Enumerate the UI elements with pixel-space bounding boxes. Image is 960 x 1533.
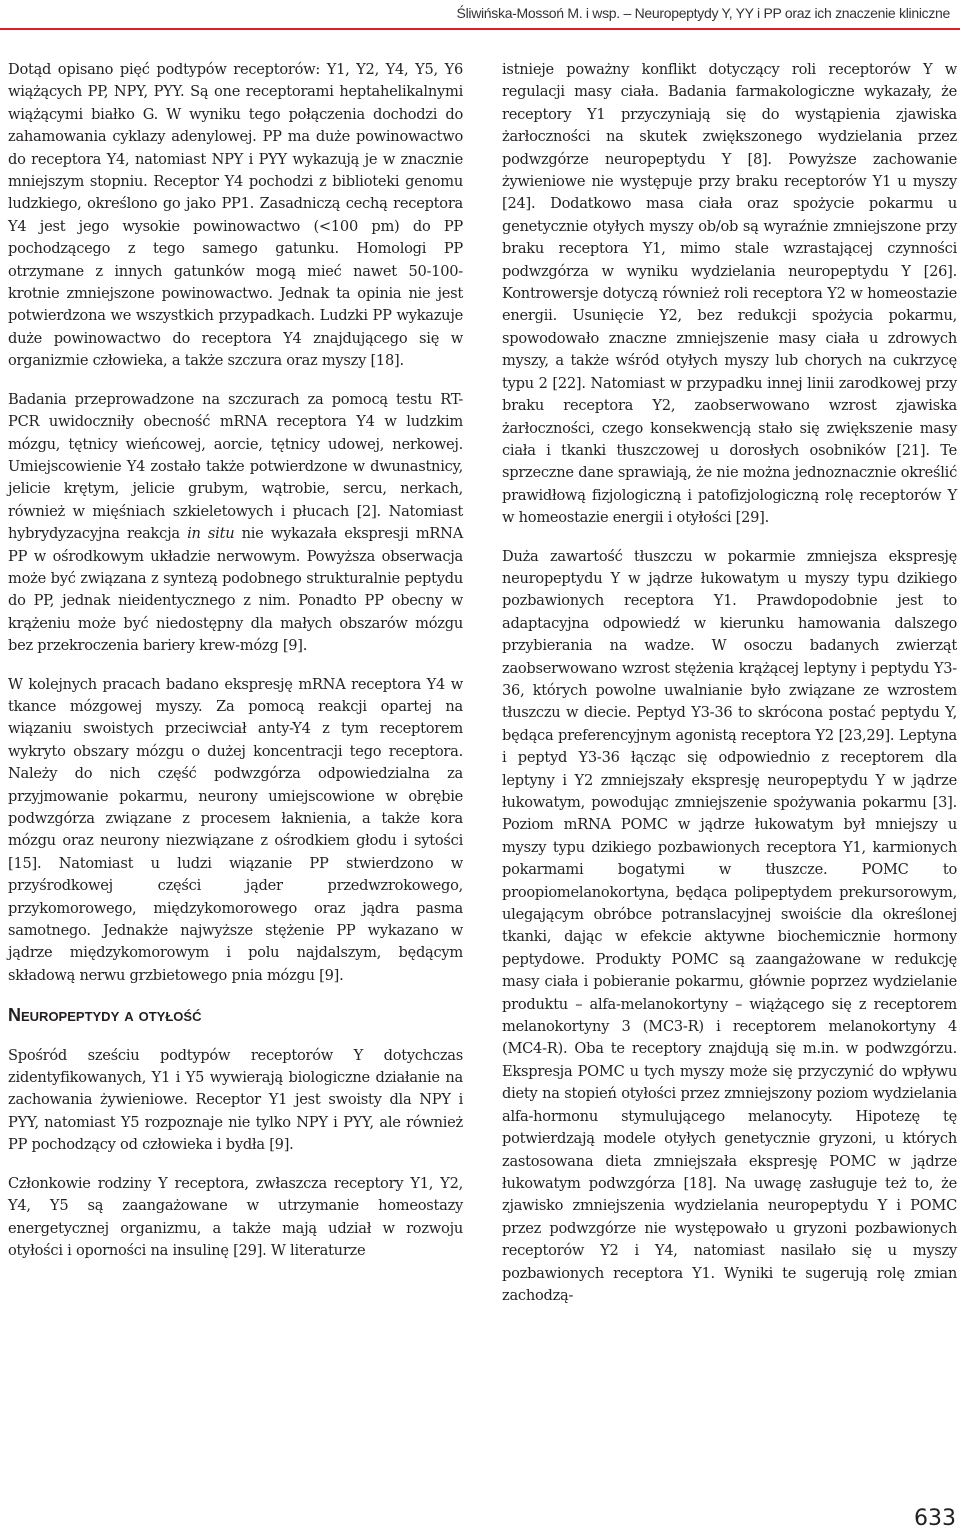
paragraph-y1-y5-receptors: Spośród sześciu podtypów receptorów Y dotychczas zidentyfikowanych, Y1 i Y5 wywierają biologiczne działanie na zachowania żywieniowe. Receptor Y1 jest swoisty dla NPY i PYY, natomiast Y5 rozpoznaje nie tylko NPY i PYY, ale również PP pochodzący od człowieka i bydła [9]. (8, 1046, 463, 1154)
running-header (0, 0, 960, 44)
paragraph-rt-pcr-studies (8, 389, 463, 658)
right-column (502, 59, 957, 1323)
header-authors: Śliwińska-Mossoń M. i wsp. (456, 5, 620, 21)
page-number: 633 (914, 1506, 956, 1531)
running-header-text (457, 5, 950, 21)
paragraph-rt-pcr-text-b: nie wykazała ekspresji mRNA PP w ośrodkowym układzie nerwowym. Powyższa obserwacja może być związana z syntezą podobnego strukturalnie peptydu do PP, jednak nieidentycznego z nim. Ponadto PP obecny w krążeniu może być niedostępny dla małych obszarów mózgu bez przekroczenia bariery krew-mózg [9]. (8, 525, 463, 655)
left-column (8, 59, 463, 1278)
paragraph-receptor-subtypes: Dotąd opisano pięć podtypów receptorów: Y1, Y2, Y4, Y5, Y6 wiążących PP, NPY, PYY. Są one receptorami heptahelikalnymi wiążącymi białko G. W wyniku tego połączenia dochodzi do zahamowania cyklazy adenylowej. PP ma duże powinowactwo do receptora Y4, natomiast NPY i PYY wykazują je w znacznie mniejszym stopniu. Receptor Y4 pochodzi z biblioteki genomu ludzkiego, określono go jako PP1. Zasadniczą cechą receptora Y4 jest jego wysokie powinowactwo (<100 pm) do PP pochodzącego z tego samego gatunku. Homologi PP otrzymane z innych gatunków mogą mieć nawet 50-100-krotnie zmniejszone powinowactwo. Jednak ta opinia nie jest potwierdzona we wszystkich przypadkach. Ludzki PP wykazuje duże powinowactwo do receptora Y4 znajdującego się w organizmie człowieka, a także szczura oraz myszy [18]. (8, 61, 463, 370)
header-title: Neuropeptydy Y, YY i PP oraz ich znaczenie kliniczne (634, 5, 950, 21)
paragraph-high-fat-diet: Duża zawartość tłuszczu w pokarmie zmniejsza ekspresję neuropeptydu Y w jądrze łukowatym u myszy typu dzikiego pozbawionych receptora Y1. Prawdopodobnie jest to adaptacyjna odpowiedź w kierunku hamowania dalszego przybierania na wadze. W osoczu badanych zwierząt zaobserwowano wzrost stężenia krążącej leptyny i peptydu Y3-36, których powolne uwalnianie było związane ze wzrostem tłuszczu w diecie. Peptyd Y3-36 to skrócona postać peptydu Y, będąca preferencyjnym agonistą receptora Y2 [23,29]. Leptyna i peptyd Y3-36 łącząc się odpowiednio z receptorem dla leptyny i Y2 zmniejszały ekspresję neuropeptydu Y w jądrze łukowatym, powodując zmniejszenie spożywania pokarmu [3]. Poziom mRNA POMC w jądrze łukowatym był mniejszy u myszy typu dzikiego pozbawionych receptora Y1, karmionych pokarmami bogatymi w tłuszcze. POMC to proopiomelanokortyna, będąca polipeptydem prekursorowym, ulegającym obróbce potranslacyjnej swoiście dla określonej tkanki, dając w efekcie aktywne biochemicznie hormony peptydowe. Produkty POMC są zaangażowane w redukcję masy ciała i pobieranie pokarmu, głównie poprzez wydzielanie produktu – alfa-melanokortyny – wiążącego się z receptorem melanokortyny 3 (MC3-R) i receptorem melanokortyny 4 (MC4-R). Oba te receptory znajdują się m.in. w podwzgórzu. Ekspresja POMC u tych myszy może się przyczynić do wpływu diety na stopień otyłości przez zmniejszony poziom wydzielania alfa-hormonu stymulującego melanocyty. Hipotezę tę potwierdzają modele otyłych genetycznie gryzoni, u których zastosowana dieta zmniejszała ekspresję POMC w jądrze łukowatym podwzgórza [18]. Na uwagę zasługuje też to, że zjawisko zmniejszenia wydzielania neuropeptydu Y i POMC przez podwzgórze nie występowało u gryzoni pozbawionych receptorów Y2 i Y4, natomiast nasilało się u myszy pozbawionych receptora Y1. Wyniki te sugerują rolę zmian zachodzą- (502, 547, 957, 1304)
header-rule (0, 28, 960, 30)
section-heading-neuropeptides-obesity: Neuropeptydy a otyłość (8, 1005, 202, 1026)
paragraph-receptor-conflict: istnieje poważny konflikt dotyczący roli receptorów Y w regulacji masy ciała. Badania farmakologiczne wykazały, że receptory Y1 przyczyniają się do wystąpienia zjawiska żarłoczności na skutek zwiększonego wydzielania przez podwzgórze neuropeptydu Y [8]. Powyższe zachowanie żywieniowe nie występuje przy braku receptorów Y1 u myszy [24]. Dodatkowo masa ciała oraz spożycie pokarmu u genetycznie otyłych myszy ob/ob są wyraźnie zmniejszone przy braku receptora Y1, mimo stale wzrastającej czynności podwzgórza w wyniku wydzielania neuropeptydu Y [26]. Kontrowersje dotyczą również roli receptora Y2 w homeostazie energii. Usunięcie Y2, bez redukcji spożycia pokarmu, spowodowało znaczne zmniejszenie masy ciała u zdrowych myszy, a także wśród otyłych myszy lub chorych na cukrzycę typu 2 [22]. Natomiast w przypadku innej linii zarodkowej przy braku receptora Y2, zaobserwowano wzrost zjawiska żarłoczności, czego konsekwencją stało się zwiększenie masy ciała i tkanki tłuszczowej u dorosłych osobników [21]. Te sprzeczne dane sprawiają, że nie można jednoznacznie określić prawidłową fizjologiczną i patofizjologiczną rolę receptorów Y w homeostazie energii i otyłości [29]. (502, 61, 957, 527)
paragraph-rt-pcr-text-a: Badania przeprowadzone na szczurach za pomocą testu RT-PCR uwidoczniły obecność mRNA receptora Y4 w ludzkim mózgu, tętnicy wieńcowej, aorcie, tętnicy udowej, nerkowej. Umiejscowienie Y4 zostało także potwierdzone w dwunastnicy, jelicie krętym, jelicie grubym, wątrobie, sercu, nerkach, również w mięśniach szkieletowych i płucach [2]. Natomiast hybrydyzacyjna reakcja (8, 390, 463, 543)
paragraph-y-family-members: Członkowie rodziny Y receptora, zwłaszcza receptory Y1, Y2, Y4, Y5 są zaangażowane w utrzymanie homeostazy energetycznej organizmu, a także mają udział w rozwoju otyłości i oporności na insulinę [29]. W literaturze (8, 1174, 463, 1259)
paragraph-mouse-brain-expression: W kolejnych pracach badano ekspresję mRNA receptora Y4 w tkance mózgowej myszy. Za pomocą reakcji opartej na wiązaniu swoistych przeciwciał anty-Y4 z tym receptorem wykryto obszary mózgu o dużej koncentracji tego receptora. Należy do nich część podwzgórza odpowiedzialna za przyjmowanie pokarmu, neurony umiejscowione w obrębie podwzgórza związane z procesem łaknienia, a także kora mózgu oraz neurony niezwiązane z ośrodkiem głodu i sytości [15]. Natomiast u ludzi wiązanie PP stwierdzono w przyśrodkowej części jąder przedwzrokowego, przykomorowego, międzykomorowego oraz jądra pasma samotnego. Jednakże najwyższe stężenie PP wykazano w jądrze międzykomorowym i polu najdalszym, będącym składową nerwu grzbietowego pnia mózgu [9]. (8, 675, 463, 984)
italic-in-situ: in situ (187, 525, 235, 543)
header-separator: – (623, 5, 631, 21)
